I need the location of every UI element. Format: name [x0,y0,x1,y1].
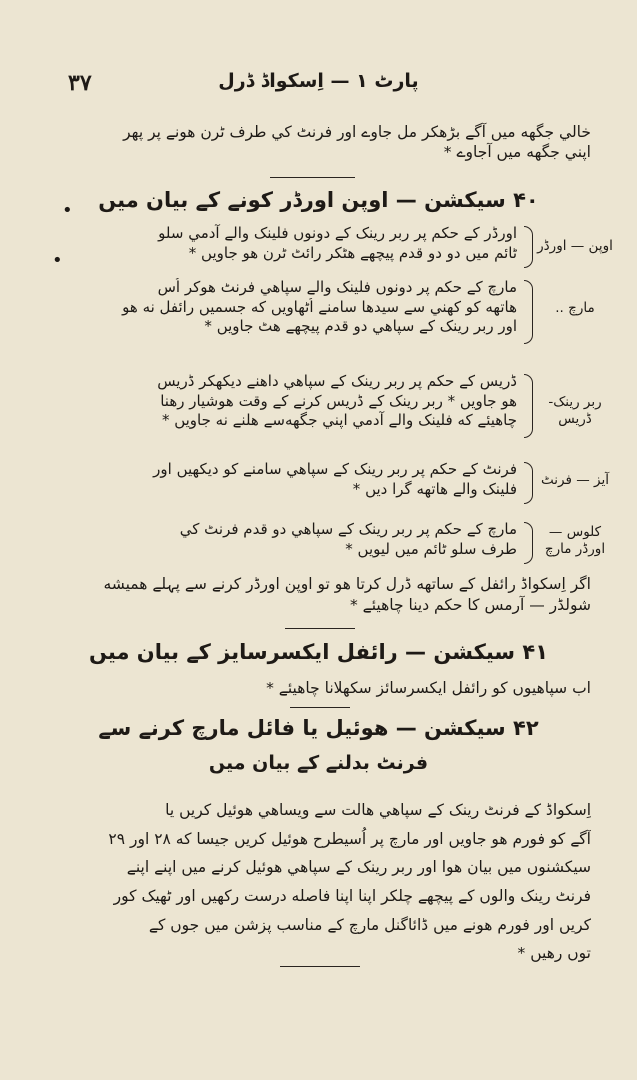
brace [524,522,533,564]
text-line: اِسکواڈ کے فرنٹ رينک کے سپاهي هالت سے ويساهي هوئيل کريں يا [165,801,591,819]
text-line: خالي جگهه ميں آگے بڑهکر مل جاوے اور فرنٹ کي طرف ٹرن هونے پر پهر [123,123,591,141]
text-line: ٹائم ميں دو دو قدم پيچهے هٹکر رائٹ ٹرن هو جاويں * [188,243,517,262]
brace [524,280,533,344]
command-eyes-front [13,460,613,506]
text-line: چاهيئے که فلينک والے آدمي اپني جگهه‌سے هلنے نه جاويں * [161,411,517,429]
section-42-paragraph [31,796,591,968]
command-label: مارچ .. [555,300,595,316]
section-40-note [31,574,591,616]
command-march [13,278,613,344]
command-text [17,224,517,263]
separator-rule [280,966,360,967]
command-rear-rank-dress [13,372,613,438]
command-label: کلوس — اورڈر مارچ [544,524,606,557]
text-line: طرف سلو ٹائم ميں ليويں * [345,539,517,558]
brace [524,462,533,504]
text-line: کريں اور فورم هونے ميں ڈائاگنل مارچ کے مناسب پزشن ميں جوں کے [148,915,591,934]
command-text [17,520,517,559]
section-40-heading: ۴٠ سيکشن — اوپن اورڈر کونے کے بيان ميں [98,188,539,212]
page-header [0,66,637,106]
margin-dot: • [52,250,63,271]
section-41-text [31,678,591,698]
section-42-heading-line-1: ۴٢ سيکشن — هوئيل يا فائل مارچ کرنے سے [98,716,539,740]
separator-rule [285,628,355,629]
command-text [17,372,517,431]
intro-paragraph [31,122,591,162]
running-title: پارٹ ١ — اِسکواڈ ڈرل [218,70,419,92]
brace [524,374,533,438]
command-open-order [13,224,613,270]
text-line: مارچ کے حکم پر دونوں فلينک والے سپاهي فرنٹ هوکر اُس [157,278,517,296]
text-line: اب سپاهيوں کو رائفل ايکسرسائز سکهلانا چاهيئے * [266,679,591,697]
text-line: اگر اِسکواڈ رائفل کے ساتهه ڈرل کرتا هو تو اوپن اورڈر کرنے سے پہلے هميشه [103,575,591,593]
page-number: ٣٧ [68,70,92,96]
separator-rule [270,177,355,178]
text-line: هاتهه کو کهني سے سيدها سامنے اُٹهاويں که جسميں رائفل نه هو [122,297,517,316]
text-line: فلينک والے هاتهه گرا ديں * [352,479,517,498]
text-line: اور ربر رينک کے سپاهي دو قدم پيچهے هٹ جاويں * [204,317,517,335]
command-label: آيز — فرنٹ [541,472,609,488]
text-line: فرنٹ کے حکم پر ربر رينک کے سپاهي سامنے کو ديکهيں اور [153,460,517,478]
command-label: ربر رينک-ڈريس [548,394,602,427]
section-41-heading: ۴١ سيکشن — رائفل ايکسرسايز کے بيان ميں [88,640,549,664]
command-text [17,278,517,337]
command-close-order-march [13,520,613,568]
section-42-heading-line-2: فرنٹ بدلنے کے بيان ميں [208,752,429,774]
command-text [17,460,517,499]
text-line: مارچ کے حکم پر ربر رينک کے سپاهي دو قدم فرنٹ کي [179,520,517,538]
margin-dot: • [62,200,73,221]
text-line: اورڈر کے حکم پر ربر رينک کے دونوں فلينک والے آدمي سلو [158,224,517,242]
brace [524,226,533,268]
separator-rule [290,707,350,708]
text-line: شولڈر — آرمس کا حکم دينا چاهيئے * [349,595,591,614]
command-label: اوپن — اورڈر [537,238,613,254]
text-line: آگے کو فورم هو جاويں اور مارچ پر اُسيطرح هوئيل کريں جيسا که ٢٨ اور ٢٩ [108,829,591,848]
text-line: فرنٹ رينک والوں کے پيچهے چلکر اپنا اپنا فاصله درست رکهيں اور ٹهيک کور [113,887,591,906]
text-line: ڈريس کے حکم پر ربر رينک کے سپاهي داهنے ديکهکر ڈريس [157,372,517,390]
text-line: اپني جگهه ميں آجاوے * [443,143,591,162]
text-line: سيکشنوں ميں بيان هوا اور ربر رينک کے سپاهي هوئيل کرنے ميں اپنے اپنے [126,858,591,877]
text-line: هو جاويں * ربر رينک کے ڈريس کرنے کے وقت هوشيار رهنا [160,391,517,410]
text-line: توں رهيں * [517,944,591,963]
